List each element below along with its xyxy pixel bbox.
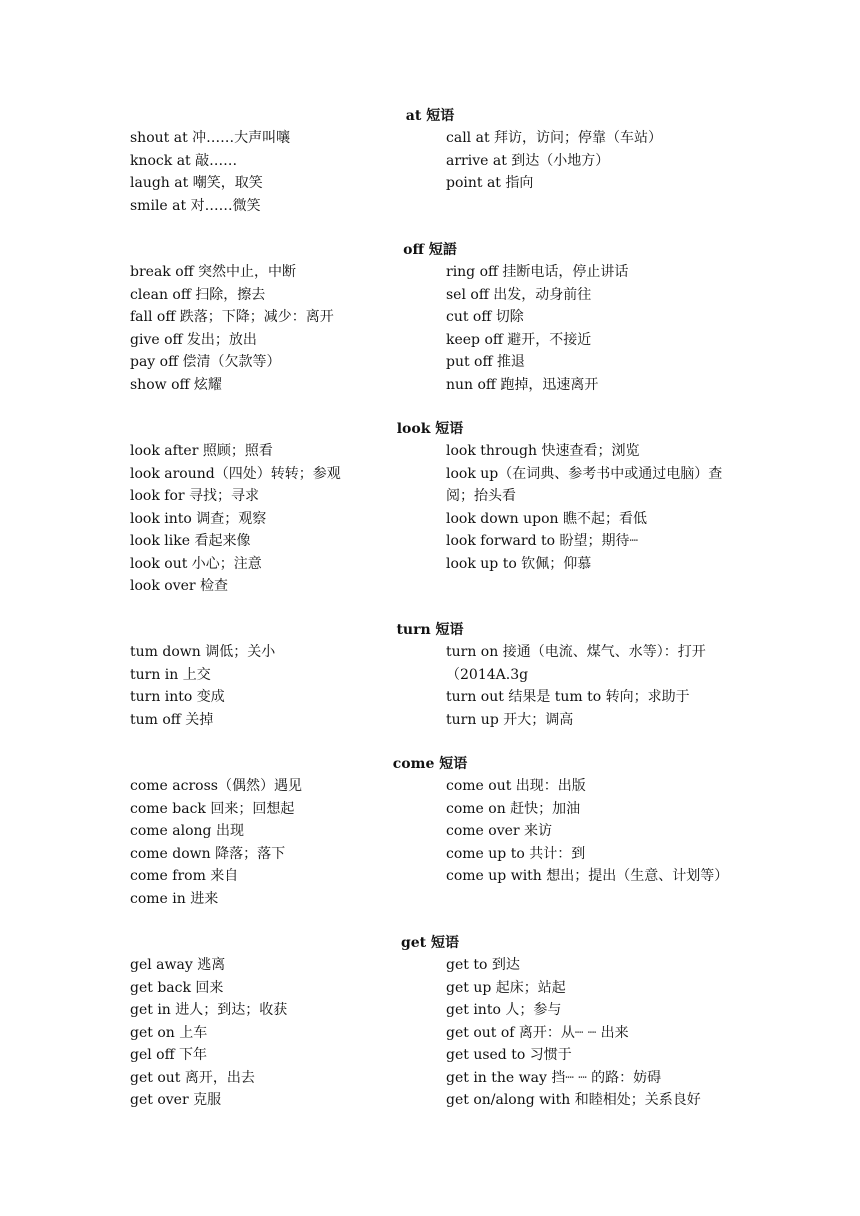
phrase-entry: show off 炫耀 [130, 377, 222, 393]
phrase-entry: turn into 变成 [130, 689, 225, 705]
phrase-entry: look like 看起来像 [130, 533, 251, 549]
phrase-entry: look up to 钦佩；仰慕 [446, 556, 592, 572]
phrase-entry: point at 指向 [446, 175, 534, 191]
phrase-entry: shout at 冲……大声叫嚷 [130, 130, 291, 146]
phrase-entry: get out of 离开：从┈ ┈ 出来 [446, 1025, 629, 1041]
phrase-entry: knock at 敲…… [130, 153, 238, 169]
phrase-entry: come from 来自 [130, 868, 239, 884]
phrase-entry: give off 发出；放出 [130, 332, 257, 348]
phrase-entry: get into 人；参与 [446, 1002, 562, 1018]
phrase-entry: come in 进来 [130, 891, 219, 907]
phrase-entry: come up with 想出；提出（生意、计划等） [446, 868, 729, 884]
section-heading-get: get 短语 [400, 935, 460, 951]
phrase-entry: tum down 调低；关小 [130, 644, 276, 660]
phrase-entry: come back 回来；回想起 [130, 801, 295, 817]
phrase-entry: gel away 逃离 [130, 957, 226, 973]
phrase-entry: nun off 跑掉，迅速离开 [446, 377, 599, 393]
phrase-entry: fall off 跌落；下降；减少：离开 [130, 309, 334, 325]
phrase-entry: pay off 偿清（欠款等） [130, 354, 281, 370]
phrase-entry: turn up 开大；调高 [446, 712, 574, 728]
phrase-entry: gel off 下年 [130, 1047, 207, 1063]
phrase-entry: look forward to 盼望；期待┈ [446, 533, 638, 549]
phrase-entry: 阅；抬头看 [446, 488, 516, 504]
phrase-entry: clean off 扫除，擦去 [130, 287, 266, 303]
phrase-entry: look around（四处）转转；参观 [130, 466, 341, 482]
phrase-entry: turn on 接通（电流、煤气、水等）：打开 [446, 644, 706, 660]
phrase-entry: cut off 切除 [446, 309, 524, 325]
phrase-entry: look out 小心；注意 [130, 556, 262, 572]
phrase-entry: get up 起床；站起 [446, 980, 566, 996]
section-heading-off: off 短語 [403, 242, 457, 258]
phrase-entry: arrive at 到达（小地方） [446, 153, 610, 169]
phrase-entry: come across（偶然）遇见 [130, 778, 302, 794]
phrase-entry: keep off 避开，不接近 [446, 332, 592, 348]
phrase-entry: get on/along with 和睦相处；关系良好 [446, 1092, 701, 1108]
phrase-entry: come down 降落；落下 [130, 846, 286, 862]
phrase-entry: look after 照顾；照看 [130, 443, 273, 459]
section-heading-come: come 短语 [392, 756, 468, 772]
phrase-entry: turn in 上交 [130, 667, 211, 683]
phrase-entry: come along 出现 [130, 823, 244, 839]
phrase-entry: get in the way 挡┈ ┈ 的路：妨碍 [446, 1070, 662, 1086]
phrase-entry: come up to 共计：到 [446, 846, 586, 862]
phrase-entry: tum off 关掉 [130, 712, 214, 728]
phrase-entry: sel off 出发，动身前往 [446, 287, 592, 303]
phrase-entry: ring off 挂断电话，停止讲话 [446, 264, 629, 280]
section-heading-turn: turn 短语 [396, 622, 464, 638]
phrase-entry: get on 上车 [130, 1025, 208, 1041]
phrase-entry: break off 突然中止，中断 [130, 264, 297, 280]
phrase-entry: put off 推退 [446, 354, 525, 370]
phrase-entry: call at 拜访，访问；停靠（车站） [446, 130, 663, 146]
phrase-entry: come out 出现：出版 [446, 778, 586, 794]
phrase-entry: get back 回来 [130, 980, 224, 996]
phrase-entry: （2014A.3g [446, 667, 529, 683]
phrase-entry: look into 调查；观察 [130, 511, 267, 527]
phrase-entry: laugh at 嘲笑，取笑 [130, 175, 263, 191]
phrase-entry: look down upon 瞧不起；看低 [446, 511, 647, 527]
phrase-entry: smile at 对……微笑 [130, 198, 261, 214]
phrase-entry: come on 赶快；加油 [446, 801, 581, 817]
phrase-entry: get out 离开，出去 [130, 1070, 255, 1086]
section-heading-look: look 短语 [396, 421, 464, 437]
phrase-entry: look through 快速查看；浏览 [446, 443, 640, 459]
phrase-entry: look over 检查 [130, 578, 229, 594]
section-heading-at: at 短语 [405, 108, 455, 124]
phrase-entry: turn out 结果是 tum to 转向；求助于 [446, 689, 690, 705]
phrase-entry: get over 克服 [130, 1092, 222, 1108]
phrase-entry: get used to 习惯于 [446, 1047, 572, 1063]
phrase-entry: look up（在词典、参考书中或通过电脑）查 [446, 466, 723, 482]
phrase-entry: come over 来访 [446, 823, 553, 839]
phrase-entry: get in 进人；到达；收获 [130, 1002, 288, 1018]
phrase-entry: get to 到达 [446, 957, 520, 973]
phrase-entry: look for 寻找；寻求 [130, 488, 260, 504]
